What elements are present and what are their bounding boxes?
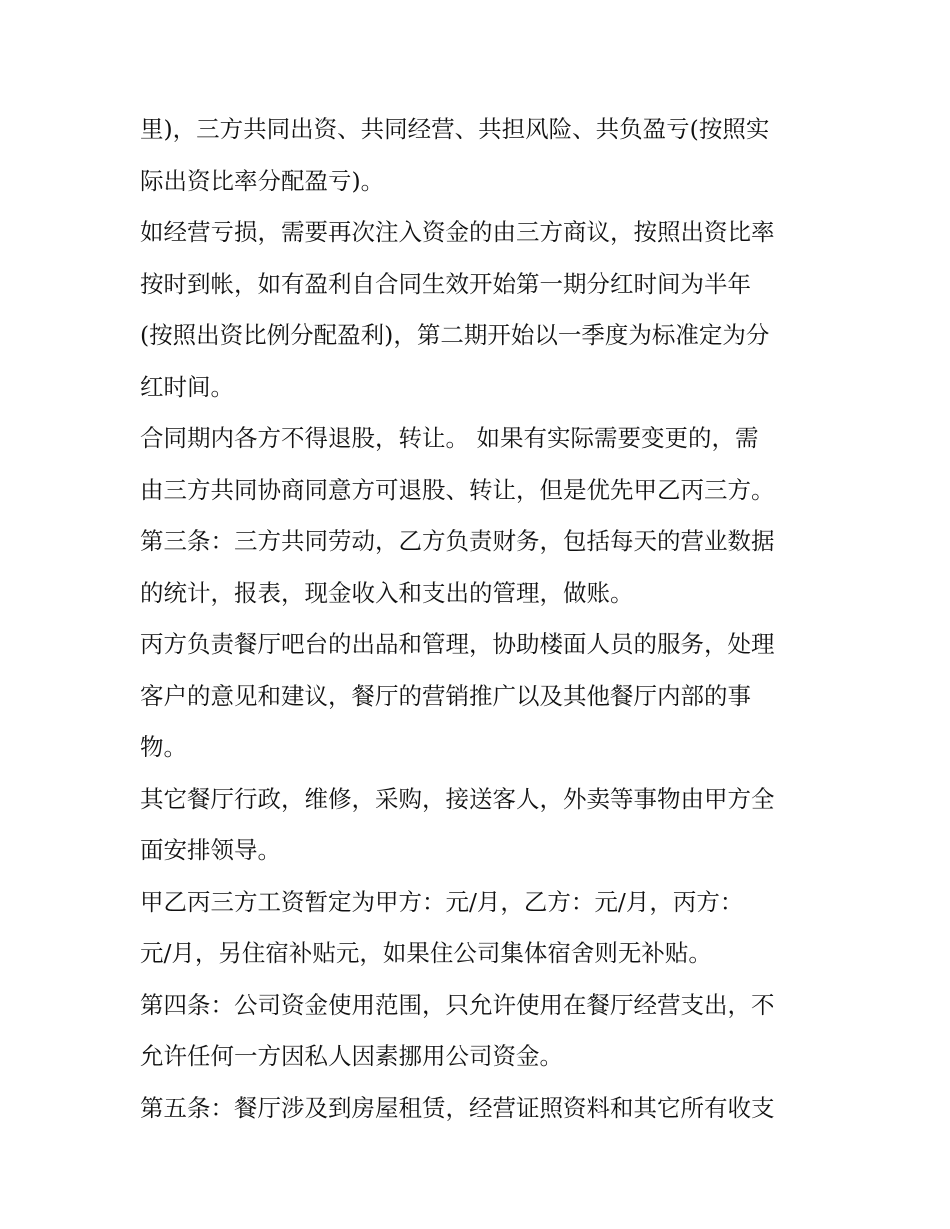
- text-line: 按时到帐，如有盈利自合同生效开始第一期分红时间为半年: [140, 269, 751, 298]
- text-line: 第三条：三方共同劳动，乙方负责财务，包括每天的营业数据: [140, 527, 775, 555]
- text-line: 甲乙丙三方工资暂定为甲方：元/月，乙方：元/月，丙方：: [140, 887, 744, 916]
- text-line: (按照出资比例分配盈利)，第二期开始以一季度为标准定为分: [140, 321, 770, 349]
- text-line: 面安排领导。: [140, 836, 281, 864]
- text-line: 其它餐厅行政，维修，采购，接送客人，外卖等事物由甲方全: [140, 784, 775, 813]
- text-line: 的统计，报表，现金收入和支出的管理，做账。: [140, 578, 634, 607]
- text-line: 合同期内各方不得退股，转让。 如果有实际需要变更的，需: [140, 424, 759, 452]
- text-line: 际出资比率分配盈亏)。: [140, 166, 385, 195]
- text-line: 客户的意见和建议，餐厅的营销推广以及其他餐厅内部的事: [140, 681, 751, 710]
- text-line: 允许任何一方因私人因素挪用公司资金。: [140, 1042, 563, 1070]
- text-line: 由三方共同协商同意方可退股、转让，但是优先甲乙丙三方。: [140, 475, 775, 504]
- text-line: 丙方负责餐厅吧台的出品和管理，协助楼面人员的服务，处理: [140, 630, 775, 658]
- text-line: 里)，三方共同出资、共同经营、共担风险、共负盈亏(按照实: [140, 115, 770, 143]
- text-line: 物。: [140, 733, 187, 761]
- document-body: [140, 104, 820, 1134]
- text-line: 如经营亏损，需要再次注入资金的由三方商议，按照出资比率: [140, 218, 775, 246]
- text-line: 元/月，另住宿补贴元，如果住公司集体宿舍则无补贴。: [140, 939, 712, 967]
- text-line: 第五条：餐厅涉及到房屋租赁，经营证照资料和其它所有收支: [140, 1093, 775, 1122]
- text-line: 第四条：公司资金使用范围，只允许使用在餐厅经营支出，不: [140, 990, 775, 1019]
- text-line: 红时间。: [140, 372, 234, 401]
